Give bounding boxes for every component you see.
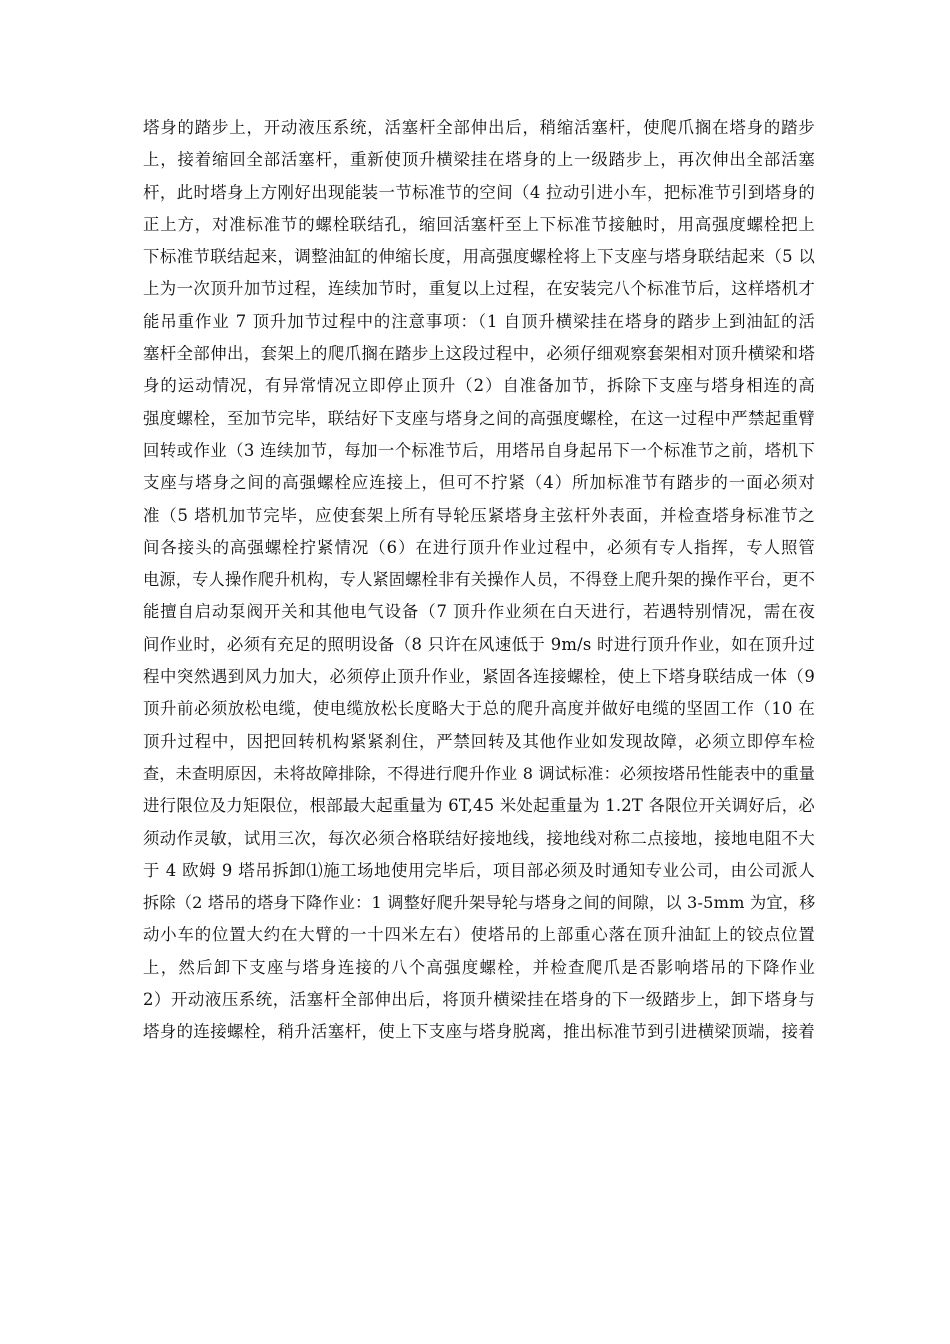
text-line: 下标准节联结起来，调整油缸的伸缩长度，用高强度螺栓将上下支座与塔身联结起来（5 以 bbox=[143, 247, 815, 267]
text-line: 能擅自启动泵阀开关和其他电气设备（7 顶升作业须在白天进行，若遇特别情况，需在夜 bbox=[143, 602, 815, 622]
text-line: 拆除（2 塔吊的塔身下降作业：1 调整好爬升架导轮与塔身之间的间隙，以 3-5mm 为宜，移 bbox=[143, 893, 816, 913]
text-line: 上，接着缩回全部活塞杆，重新使顶升横梁挂在塔身的上一级踏步上，再次伸出全部活塞 bbox=[143, 150, 815, 170]
text-line: 电源，专人操作爬升机构，专人紧固螺栓非有关操作人员，不得登上爬升架的操作平台，更不 bbox=[143, 570, 815, 590]
text-line: 塔身的连接螺栓，稍升活塞杆，使上下支座与塔身脱离，推出标准节到引进横梁顶端，接着 bbox=[143, 1022, 815, 1042]
text-line: 塞杆全部伸出，套架上的爬爪搁在踏步上这段过程中，必须仔细观察套架相对顶升横梁和塔 bbox=[143, 344, 815, 364]
body-text bbox=[143, 112, 815, 1049]
text-line: 间作业时，必须有充足的照明设备（8 只许在风速低于 9m/s 时进行顶升作业，如在顶升过 bbox=[143, 634, 815, 654]
text-line: 上为一次顶升加节过程，连续加节时，重复以上过程，在安装完八个标准节后，这样塔机才 bbox=[143, 279, 815, 299]
text-line: 顶升过程中，因把回转机构紧紧刹住，严禁回转及其他作业如发现故障，必须立即停车检 bbox=[143, 731, 815, 751]
text-line: 强度螺栓，至加节完毕，联结好下支座与塔身之间的高强度螺栓，在这一过程中严禁起重臂 bbox=[143, 408, 815, 428]
text-line: 进行限位及力矩限位，根部最大起重量为 6T,45 米处起重量为 1.2T 各限位开关调好后，必 bbox=[143, 796, 815, 816]
text-line: 能吊重作业 7 顶升加节过程中的注意事项：（1 自顶升横梁挂在塔身的踏步上到油缸的活 bbox=[143, 311, 815, 331]
text-line: 间各接头的高强螺栓拧紧情况（6）在进行顶升作业过程中，必须有专人指挥，专人照管 bbox=[143, 537, 815, 557]
text-line: 动小车的位置大约在大臂的一十四米左右）使塔吊的上部重心落在顶升油缸上的铰点位置 bbox=[143, 925, 815, 945]
text-line: 2）开动液压系统，活塞杆全部伸出后，将顶升横梁挂在塔身的下一级踏步上，卸下塔身与 bbox=[143, 990, 815, 1010]
text-line: 上，然后卸下支座与塔身连接的八个高强度螺栓，并检查爬爪是否影响塔吊的下降作业 bbox=[143, 957, 815, 977]
text-line: 程中突然遇到风力加大，必须停止顶升作业，紧固各连接螺栓，使上下塔身联结成一体（9 bbox=[143, 667, 815, 687]
text-line: 须动作灵敏，试用三次，每次必须合格联结好接地线，接地线对称二点接地，接地电阻不大 bbox=[143, 828, 815, 848]
text-line: 于 4 欧姆 9 塔吊拆卸⑴施工场地使用完毕后，项目部必须及时通知专业公司，由公司派人 bbox=[143, 860, 815, 880]
text-line: 准（5 塔机加节完毕，应使套架上所有导轮压紧塔身主弦杆外表面，并检查塔身标准节之 bbox=[143, 505, 815, 525]
text-line: 查，未查明原因，未将故障排除，不得进行爬升作业 8 调试标准：必须按塔吊性能表中的重量 bbox=[143, 763, 816, 783]
text-line: 塔身的踏步上，开动液压系统，活塞杆全部伸出后，稍缩活塞杆，使爬爪搁在塔身的踏步 bbox=[143, 118, 815, 137]
text-line: 正上方，对准标准节的螺栓联结孔，缩回活塞杆至上下标准节接触时，用高强度螺栓把上 bbox=[143, 214, 815, 234]
text-line: 顶升前必须放松电缆，使电缆放松长度略大于总的爬升高度并做好电缆的坚固工作（10 在 bbox=[143, 699, 815, 719]
text-line: 支座与塔身之间的高强螺栓应连接上，但可不拧紧（4）所加标准节有踏步的一面必须对 bbox=[143, 473, 815, 493]
text-line: 身的运动情况，有异常情况立即停止顶升（2）自准备加节，拆除下支座与塔身相连的高 bbox=[143, 376, 815, 396]
text-line: 回转或作业（3 连续加节，每加一个标准节后，用塔吊自身起吊下一个标准节之前，塔机下 bbox=[143, 440, 815, 460]
text-line: 杆，此时塔身上方刚好出现能装一节标准节的空间（4 拉动引进小车，把标准节引到塔身的 bbox=[143, 182, 815, 202]
